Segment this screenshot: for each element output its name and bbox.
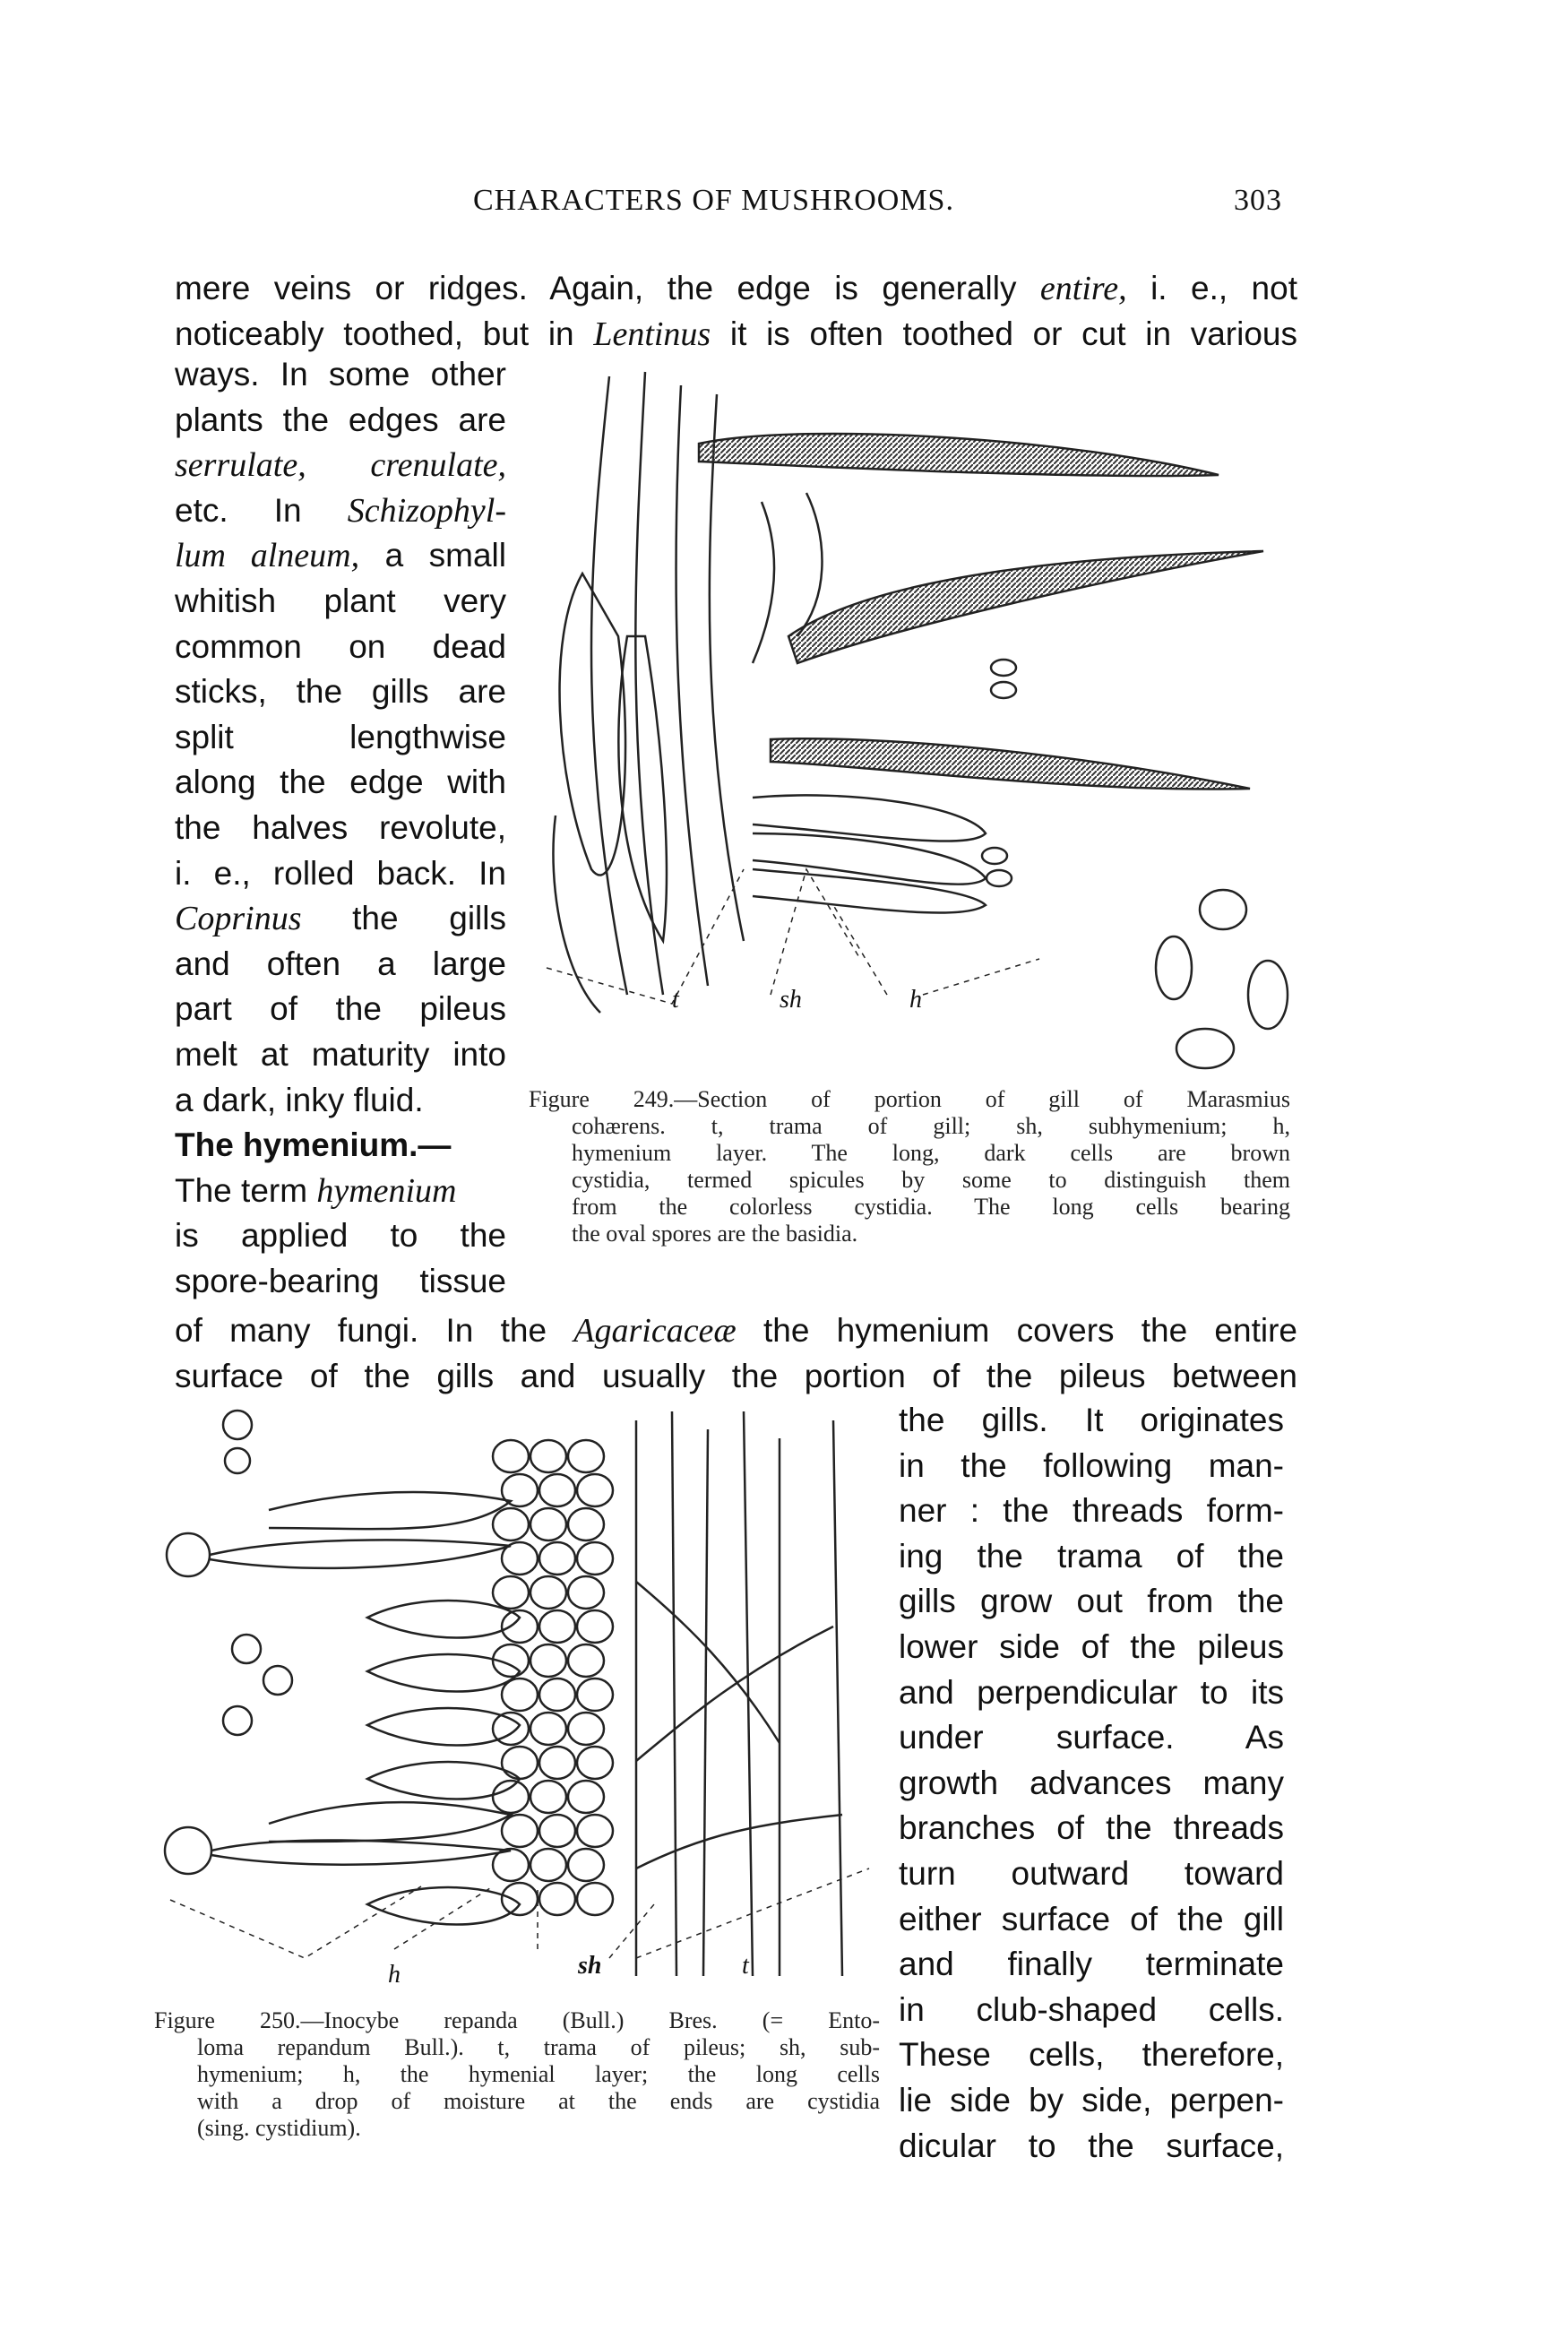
subhymenium-cell [568,1713,604,1745]
subhymenium-cell [530,1508,566,1540]
text-line [899,2032,1284,2077]
text-line [175,352,506,397]
subhymenium-cell [493,1440,529,1472]
caption-line: the oval spores are the basidia. [572,1221,858,1247]
spores [223,1411,292,1735]
italic-text: Agaricaceæ [573,1312,737,1350]
subhymenium-cell [502,1678,538,1711]
text-segment: mere veins or ridges. Again, the edge is generally [175,270,1040,306]
caption-line: hymenium layer. The long, dark cells are brown [572,1140,1290,1166]
text-line [175,715,506,760]
figure-250-label-t: t [742,1952,749,1980]
text-line [899,1715,1284,1760]
text-line [175,1169,506,1213]
subhymenium-cell [577,1610,613,1643]
text-segment: under surface. As [899,1719,1284,1756]
figure-250-label-h: h [388,1961,401,1989]
figure-250-caption [154,2007,880,2142]
text-line [899,1534,1284,1579]
text-line [175,1123,506,1168]
subhymenium-cell [539,1474,575,1506]
text-segment: whitish plant very [175,582,506,619]
subhymenium-cell [502,1747,538,1779]
text-segment: surface of the gills and usually the portion of the pileus between [175,1357,1297,1394]
caption-line: cystidia, termed spicules by some to distinguish them [572,1167,1290,1193]
caption-line: cohærens. t, trama of gill; sh, subhymenium; h, [572,1113,1290,1139]
text-line [899,1670,1284,1715]
italic-text: serrulate, crenulate, [175,446,506,485]
text-line [175,266,1297,311]
italic-text: Coprinus [175,900,302,938]
text-segment: noticeably toothed, but in [175,315,594,352]
text-line [899,1398,1284,1443]
text-segment: lower side of the pileus [899,1628,1284,1665]
subhymenium-cell [577,1678,613,1711]
text-line [175,312,1297,357]
caption-line: (sing. cystidium). [197,2115,361,2141]
text-segment: ner : the threads form- [899,1492,1284,1530]
text-segment: spore-bearing tissue [175,1263,506,1299]
text-segment: is applied to the [175,1217,506,1255]
text-line [175,942,506,987]
basidia [753,493,1016,913]
caption-line: with a drop of moisture at the ends are cystidia [197,2088,880,2114]
text-segment: plants the edges are [175,401,506,438]
text-line [899,1489,1284,1533]
label-leaders [547,869,1039,1004]
subhymenium-cells [493,1440,613,1915]
text-line [175,1078,506,1123]
text-line [899,1942,1284,1987]
text-line [899,1806,1284,1851]
text-segment: the hymenium covers the entire [736,1312,1297,1349]
text-segment: sticks, the gills are [175,673,506,711]
text-segment: a small [359,537,506,574]
subhymenium-cell [577,1542,613,1575]
figure-249-illustration [538,367,1308,1075]
subhymenium-cell [568,1440,604,1472]
cystidia-spicules [699,434,1263,790]
subhymenium-cell [539,1883,575,1915]
text-segment: along the edge with [175,764,506,801]
italic-text: lum alneum, [175,537,360,575]
subhymenium-cell [502,1815,538,1847]
text-line [175,1213,506,1258]
text-segment: in club-shaped cells. [899,1990,1284,2028]
text-segment: ing the trama of the [899,1537,1284,1575]
figure-249-label-t: t [672,986,679,1014]
italic-text: hymenium [316,1171,457,1210]
caption-line: from the colorless cystidia. The long cells bearing [572,1194,1290,1220]
subhymenium-cell [502,1474,538,1506]
trama-hyphae [553,372,744,1013]
subhymenium-cell [568,1849,604,1881]
text-segment: dicular to the surface, [899,2127,1284,2164]
text-line [175,625,506,669]
text-segment: a dark, inky fluid. [175,1081,424,1118]
subhymenium-cell [577,1883,613,1915]
subhymenium-cell [568,1781,604,1813]
text-segment: common on dead [175,627,506,665]
text-segment: the halves revolute, [175,809,506,846]
text-segment: split lengthwise [175,718,506,755]
text-line [175,896,506,941]
text-segment: melt at maturity into [175,1036,506,1073]
text-segment: gills grow out from the [899,1583,1284,1620]
subhymenium-cell [502,1610,538,1643]
subhymenium-cell [530,1713,566,1745]
spores [1156,890,1288,1068]
running-title: CHARACTERS OF MUSHROOMS. [473,184,954,217]
text-segment: etc. In [175,491,348,529]
caption-line: Figure 249.—Section of portion of gill of Marasmius [529,1086,1290,1112]
italic-text: Lentinus [593,315,711,353]
text-segment: and perpendicular to its [899,1673,1284,1711]
subhymenium-cell [568,1644,604,1677]
text-segment: either surface of the gill [899,1900,1284,1937]
text-segment: the gills [301,900,506,937]
text-segment: i. e., not [1126,270,1297,306]
text-segment: part of the pileus [175,990,506,1028]
text-line [175,669,506,714]
text-segment: The term [175,1171,317,1209]
text-line [899,2124,1284,2169]
figure-249-label-sh: sh [780,986,802,1014]
subhymenium-cell [493,1576,529,1609]
text-line [175,806,506,850]
subhymenium-cell [539,1747,575,1779]
caption-line: loma repandum Bull.). t, trama of pileus; sh, sub- [197,2034,880,2060]
text-line [899,1761,1284,1806]
italic-text: Schizophyl- [347,491,506,530]
text-segment: lie side by side, perpen- [899,2082,1284,2119]
text-line [175,1354,1297,1399]
text-segment: turn outward toward [899,1855,1284,1892]
text-segment: and finally terminate [899,1946,1284,1983]
subhymenium-cell [539,1542,575,1575]
subhymenium-cell [530,1644,566,1677]
text-line [175,987,506,1031]
hymenium-clubs [165,1492,520,1925]
subhymenium-cell [530,1576,566,1609]
text-line [175,579,506,624]
subhymenium-cell [539,1610,575,1643]
subhymenium-cell [530,1440,566,1472]
text-line [175,1032,506,1077]
text-line [175,443,506,488]
text-line [899,1444,1284,1489]
text-segment: i. e., rolled back. In [175,854,506,892]
text-segment: growth advances many [899,1764,1284,1801]
text-segment: the gills. It originates [899,1402,1284,1438]
caption-line: Figure 250.—Inocybe repanda (Bull.) Bres. (= Ento- [154,2007,880,2033]
figure-249-label-h: h [909,986,922,1014]
text-segment: it is often toothed or cut in various [711,315,1297,352]
text-segment: of many fungi. In the [175,1312,574,1349]
subhymenium-cell [539,1815,575,1847]
italic-text: entire, [1039,270,1127,307]
subhymenium-cell [577,1747,613,1779]
text-line [899,1579,1284,1624]
subhymenium-cell [568,1508,604,1540]
subhymenium-cell [530,1849,566,1881]
text-line [899,1625,1284,1670]
text-segment: These cells, therefore, [899,2036,1284,2074]
text-segment: and often a large [175,945,506,982]
page-number: 303 [1234,184,1282,217]
subhymenium-cell [577,1474,613,1506]
text-segment: branches of the threads [899,1809,1284,1847]
text-line [899,2078,1284,2123]
text-line [175,488,506,533]
subhymenium-cell [577,1815,613,1847]
text-line [899,1897,1284,1942]
subhymenium-cell [502,1883,538,1915]
caption-line: hymenium; h, the hymenial layer; the long cells [197,2061,880,2087]
text-line [175,1308,1297,1353]
figure-249-caption [529,1086,1290,1247]
subhymenium-cell [493,1781,529,1813]
text-line [175,398,506,443]
section-heading: The hymenium.— [175,1126,452,1164]
subhymenium-cell [568,1576,604,1609]
subhymenium-cell [530,1781,566,1813]
subhymenium-cell [493,1508,529,1540]
text-line [175,851,506,896]
text-line [175,760,506,805]
text-segment: ways. In some other [175,356,506,393]
figure-250-illustration [152,1402,887,1985]
text-line [175,1259,506,1304]
subhymenium-cell [539,1678,575,1711]
text-line [175,533,506,578]
text-line [899,1851,1284,1896]
text-line [899,1988,1284,2032]
figure-250-label-sh: sh [578,1952,602,1980]
text-segment: in the following man- [899,1446,1284,1484]
